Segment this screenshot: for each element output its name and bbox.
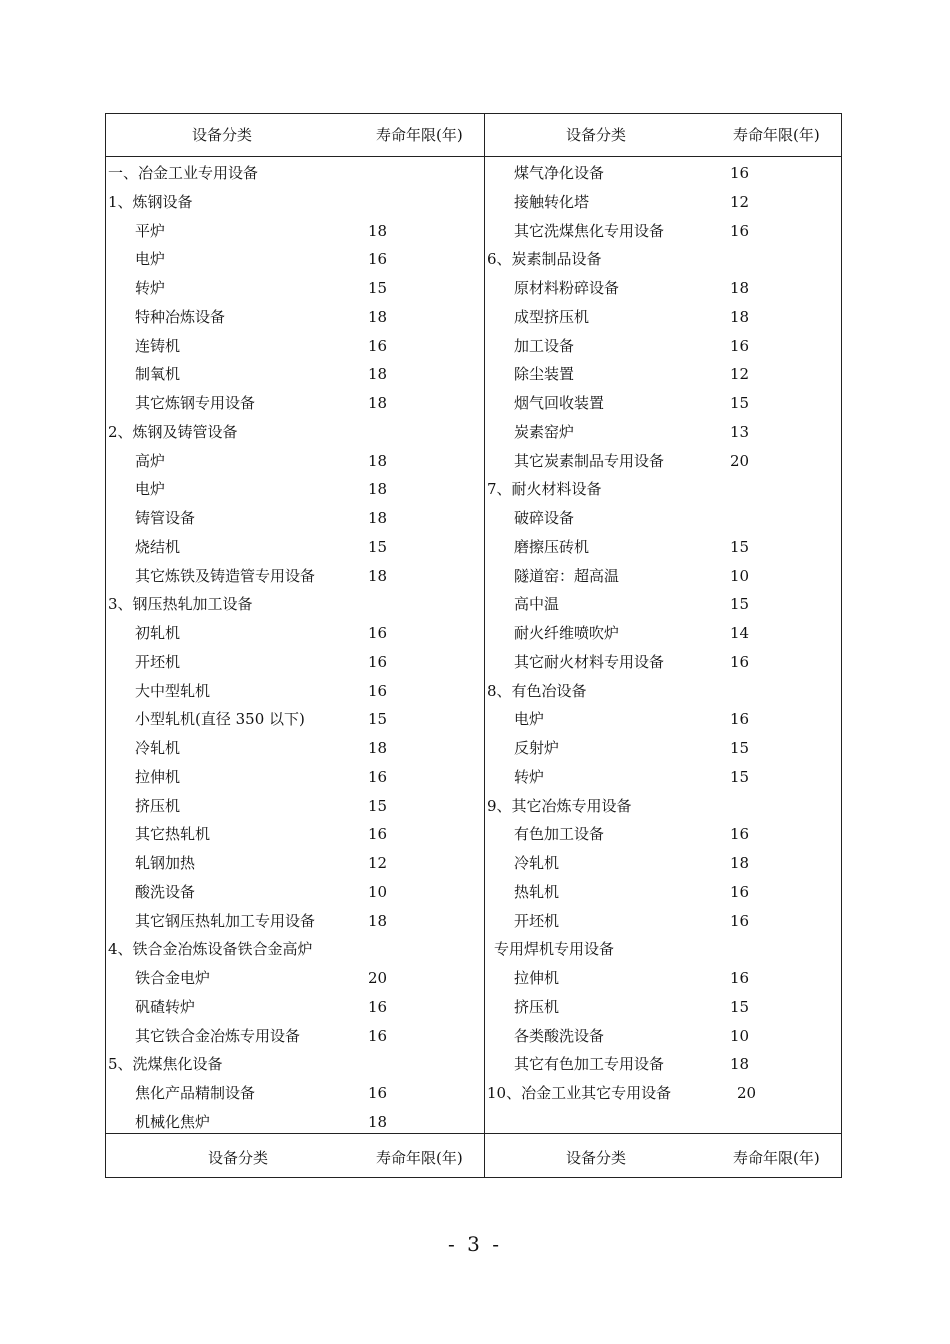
equipment-name: 转炉 [514, 767, 545, 786]
equipment-name: 其它炼铁及铸造管专用设备 [135, 566, 316, 585]
lifespan-years: 18 [368, 911, 388, 930]
equipment-name: 矾碴转炉 [135, 997, 196, 1016]
table-row [106, 447, 484, 476]
table-row [106, 648, 484, 677]
equipment-name: 拉伸机 [135, 767, 181, 786]
table-row [106, 418, 484, 447]
lifespan-years: 18 [368, 739, 388, 757]
lifespan-years: 14 [730, 624, 750, 642]
left-column-rows [106, 159, 484, 1137]
table-row [485, 418, 841, 447]
equipment-name: 电炉 [514, 710, 545, 729]
equipment-name: 1、炼钢设备 [108, 192, 193, 211]
lifespan-years: 16 [368, 681, 388, 700]
equipment-name: 其它钢压热轧加工专用设备 [135, 911, 316, 930]
table-row [485, 475, 841, 504]
equipment-name: 3、钢压热轧加工设备 [108, 595, 253, 614]
equipment-name: 机械化焦炉 [135, 1112, 211, 1131]
lifespan-years: 10 [730, 566, 750, 585]
table-row [106, 792, 484, 821]
lifespan-years: 10 [730, 1026, 750, 1045]
lifespan-years: 10 [368, 882, 388, 901]
lifespan-years: 16 [368, 997, 388, 1016]
equipment-name: 电炉 [135, 480, 166, 499]
equipment-name: 耐火纤维喷吹炉 [514, 624, 620, 642]
lifespan-years: 12 [368, 854, 388, 872]
lifespan-years: 20 [737, 1084, 757, 1102]
lifespan-years: 15 [368, 537, 388, 556]
equipment-name: 挤压机 [514, 997, 560, 1016]
lifespan-years: 16 [730, 882, 750, 901]
lifespan-years: 18 [730, 307, 750, 326]
table-row [106, 274, 484, 303]
lifespan-years: 15 [368, 796, 388, 815]
table-row [106, 1108, 484, 1137]
lifespan-years: 18 [368, 451, 388, 470]
equipment-name: 初轧机 [135, 624, 181, 642]
table-row [106, 964, 484, 993]
table-row [106, 907, 484, 936]
equipment-name: 拉伸机 [514, 969, 560, 987]
lifespan-years: 20 [730, 451, 750, 470]
table-row [485, 734, 841, 763]
equipment-name: 有色加工设备 [514, 825, 605, 844]
table-row [485, 447, 841, 476]
equipment-name: 8、有色冶设备 [487, 681, 587, 700]
lifespan-years: 18 [368, 394, 388, 412]
table-row [485, 562, 841, 591]
equipment-name: 接触转化塔 [514, 192, 590, 211]
lifespan-years: 16 [368, 1026, 388, 1045]
lifespan-years: 16 [730, 710, 750, 729]
lifespan-years: 16 [368, 336, 388, 355]
lifespan-years: 18 [368, 509, 388, 527]
lifespan-years: 16 [730, 221, 750, 240]
table-row [485, 274, 841, 303]
table-row [485, 1050, 841, 1079]
lifespan-years: 15 [730, 394, 750, 412]
table-row [485, 332, 841, 361]
table-row [485, 533, 841, 562]
lifespan-years: 16 [730, 911, 750, 930]
equipment-name: 煤气净化设备 [514, 164, 605, 182]
header-right-years: 寿命年限(年) [733, 126, 820, 144]
lifespan-years: 12 [730, 365, 750, 384]
equipment-name: 一、冶金工业专用设备 [108, 164, 259, 182]
lifespan-years: 18 [368, 365, 388, 384]
table-row [106, 820, 484, 849]
lifespan-years: 12 [730, 192, 750, 211]
right-column-rows [485, 159, 841, 1108]
header-divider [106, 156, 841, 157]
header-left-years: 寿命年限(年) [376, 126, 463, 144]
equipment-name: 4、铁合金冶炼设备铁合金高炉 [108, 940, 313, 959]
table-row [106, 1022, 484, 1051]
lifespan-years: 15 [730, 767, 750, 786]
lifespan-years: 15 [730, 537, 750, 556]
table-row [485, 590, 841, 619]
equipment-name: 除尘装置 [514, 365, 575, 384]
equipment-name: 其它热轧机 [135, 825, 211, 844]
table-row [485, 993, 841, 1022]
header-right-category: 设备分类 [566, 126, 627, 144]
lifespan-years: 16 [730, 164, 750, 182]
equipment-name: 烧结机 [135, 537, 181, 556]
table-row [106, 475, 484, 504]
table-row [106, 849, 484, 878]
page-number: - 3 - [448, 1232, 502, 1256]
equipment-lifespan-table [105, 113, 842, 1178]
table-row [106, 245, 484, 274]
table-row [106, 935, 484, 964]
lifespan-years: 16 [730, 969, 750, 987]
equipment-name: 铁合金电炉 [135, 969, 211, 987]
lifespan-years: 18 [368, 566, 388, 585]
lifespan-years: 18 [368, 307, 388, 326]
equipment-name: 7、耐火材料设备 [487, 480, 602, 499]
table-row [485, 360, 841, 389]
table-row [106, 360, 484, 389]
table-row [485, 677, 841, 706]
lifespan-years: 16 [368, 624, 388, 642]
equipment-name: 隧道窑：超高温 [514, 566, 620, 585]
equipment-name: 其它有色加工专用设备 [514, 1055, 665, 1074]
equipment-name: 炭素窑炉 [514, 422, 575, 441]
table-row [106, 1050, 484, 1079]
lifespan-years: 16 [368, 825, 388, 844]
table-row [106, 590, 484, 619]
table-row [106, 562, 484, 591]
equipment-name: 其它耐火材料专用设备 [514, 652, 665, 671]
lifespan-years: 18 [368, 480, 388, 499]
lifespan-years: 18 [730, 1055, 750, 1074]
equipment-name: 加工设备 [514, 336, 575, 355]
equipment-name: 酸洗设备 [135, 882, 196, 901]
table-row [485, 504, 841, 533]
equipment-name: 开坯机 [135, 652, 181, 671]
lifespan-years: 16 [368, 652, 388, 671]
lifespan-years: 18 [730, 854, 750, 872]
equipment-name: 高炉 [135, 451, 166, 470]
table-row [106, 1079, 484, 1108]
equipment-name: 平炉 [135, 221, 166, 240]
lifespan-years: 16 [368, 1084, 388, 1102]
table-row [485, 188, 841, 217]
table-row [485, 245, 841, 274]
table-row [106, 217, 484, 246]
equipment-name: 铸管设备 [135, 509, 196, 527]
equipment-name: 连铸机 [135, 336, 181, 355]
equipment-name: 其它铁合金冶炼专用设备 [135, 1026, 301, 1045]
footer-left-category: 设备分类 [208, 1149, 269, 1167]
lifespan-years: 15 [368, 710, 388, 729]
table-row [485, 1022, 841, 1051]
lifespan-years: 18 [368, 221, 388, 240]
equipment-name: 焦化产品精制设备 [135, 1084, 256, 1102]
equipment-name: 原材料粉碎设备 [514, 279, 620, 297]
lifespan-years: 16 [730, 825, 750, 844]
lifespan-years: 15 [730, 739, 750, 757]
equipment-name: 轧钢加热 [135, 854, 196, 872]
equipment-name: 9、其它冶炼专用设备 [487, 796, 632, 815]
table-row [106, 533, 484, 562]
table-row [485, 648, 841, 677]
equipment-name: 成型挤压机 [514, 307, 590, 326]
equipment-name: 制氧机 [135, 365, 181, 384]
lifespan-years: 15 [368, 279, 388, 297]
equipment-name: 各类酸洗设备 [514, 1026, 605, 1045]
equipment-name: 转炉 [135, 279, 166, 297]
table-row [485, 1079, 841, 1108]
equipment-name: 开坯机 [514, 911, 560, 930]
equipment-name: 冷轧机 [135, 739, 181, 757]
table-row [106, 677, 484, 706]
equipment-name: 磨擦压砖机 [514, 537, 590, 556]
table-row [106, 504, 484, 533]
equipment-name: 10、冶金工业其它专用设备 [487, 1084, 672, 1102]
lifespan-years: 16 [730, 336, 750, 355]
equipment-name: 其它炭素制品专用设备 [514, 451, 665, 470]
table-row [106, 763, 484, 792]
equipment-name: 热轧机 [514, 882, 560, 901]
footer-right-years: 寿命年限(年) [733, 1149, 820, 1167]
table-row [106, 734, 484, 763]
lifespan-years: 18 [368, 1112, 388, 1131]
table-row [485, 820, 841, 849]
table-row [106, 389, 484, 418]
header-left-category: 设备分类 [192, 126, 253, 144]
equipment-name: 小型轧机(直径 350 以下) [135, 710, 305, 729]
equipment-name: 破碎设备 [514, 509, 575, 527]
table-row [485, 217, 841, 246]
table-row [485, 389, 841, 418]
table-row [485, 849, 841, 878]
table-row [485, 159, 841, 188]
footer-left-years: 寿命年限(年) [376, 1149, 463, 1167]
table-row [485, 792, 841, 821]
equipment-name: 烟气回收装置 [514, 394, 605, 412]
equipment-name: 电炉 [135, 250, 166, 269]
table-row [106, 878, 484, 907]
table-row [485, 964, 841, 993]
equipment-name: 反射炉 [514, 739, 560, 757]
table-row [106, 303, 484, 332]
footer-right-category: 设备分类 [566, 1149, 627, 1167]
table-row [106, 619, 484, 648]
table-row [485, 907, 841, 936]
lifespan-years: 15 [730, 595, 750, 614]
lifespan-years: 16 [730, 652, 750, 671]
lifespan-years: 13 [730, 422, 750, 441]
equipment-name: 其它炼钢专用设备 [135, 394, 256, 412]
equipment-name: 专用焊机专用设备 [494, 940, 615, 959]
table-row [485, 763, 841, 792]
table-row [485, 619, 841, 648]
equipment-name: 2、炼钢及铸管设备 [108, 422, 238, 441]
lifespan-years: 20 [368, 969, 388, 987]
equipment-name: 挤压机 [135, 796, 181, 815]
equipment-name: 大中型轧机 [135, 681, 211, 700]
table-row [106, 159, 484, 188]
table-row [106, 705, 484, 734]
equipment-name: 高中温 [514, 595, 560, 614]
table-row [106, 188, 484, 217]
equipment-name: 6、炭素制品设备 [487, 250, 602, 269]
table-row [485, 935, 841, 964]
table-row [485, 705, 841, 734]
equipment-name: 其它洗煤焦化专用设备 [514, 221, 665, 240]
table-row [106, 993, 484, 1022]
table-row [106, 332, 484, 361]
equipment-name: 特种冶炼设备 [135, 307, 226, 326]
lifespan-years: 16 [368, 767, 388, 786]
lifespan-years: 15 [730, 997, 750, 1016]
equipment-name: 5、洗煤焦化设备 [108, 1055, 223, 1074]
equipment-name: 冷轧机 [514, 854, 560, 872]
lifespan-years: 18 [730, 279, 750, 297]
table-row [485, 878, 841, 907]
table-row [485, 303, 841, 332]
lifespan-years: 16 [368, 250, 388, 269]
